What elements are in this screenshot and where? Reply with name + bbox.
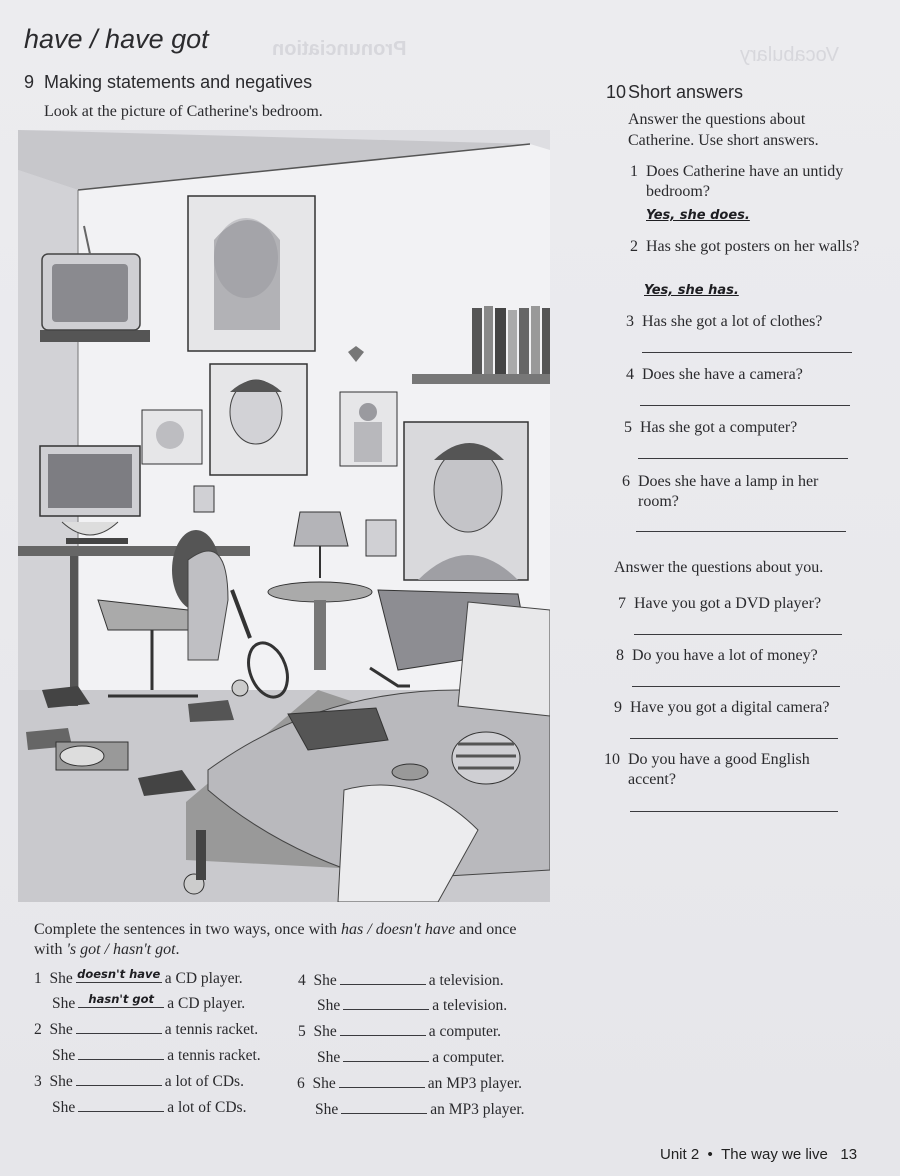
poster-woman [188, 196, 315, 351]
question-text: Have you got a digital camera? [630, 699, 830, 716]
show-through-text: Pronunciation [272, 38, 407, 60]
question-number: 3 [626, 313, 634, 330]
exercise-9-instruction: Look at the picture of Catherine's bedroom. [44, 103, 323, 120]
sentence-1a [34, 968, 243, 988]
sentence-end: a tennis racket. [164, 1021, 259, 1038]
question-number: 6 [622, 473, 630, 490]
question-text: Has she got a computer? [640, 419, 798, 436]
tennis-ball [232, 680, 248, 696]
blank-field[interactable] [76, 968, 162, 983]
subject: She [313, 1023, 337, 1040]
answer-2[interactable]: Yes, she has. [644, 283, 739, 298]
question-10 [598, 750, 858, 794]
page-number: 13 [840, 1146, 858, 1163]
subject: She [312, 1075, 336, 1092]
blank-field[interactable] [343, 995, 429, 1010]
sentence-6a [297, 1073, 522, 1093]
poster-face [210, 364, 307, 475]
exercise-10-instruction: Answer the questions about Catherine. Use short answers. [628, 111, 819, 149]
blank-field[interactable] [76, 1071, 162, 1086]
bedroom-illustration [18, 130, 550, 902]
blank-field[interactable] [78, 1097, 164, 1112]
exercise-9-title: Making statements and negatives [44, 72, 313, 92]
answer-7-line[interactable] [634, 634, 842, 635]
sentence-1b [52, 993, 245, 1013]
question-number: 4 [626, 366, 634, 383]
question-number: 1 [630, 163, 638, 180]
blank-field[interactable] [343, 1047, 429, 1062]
exercise-10-number: 10 [606, 82, 627, 102]
answer-8-line[interactable] [632, 686, 840, 687]
item-number: 5 [298, 1023, 306, 1040]
subject: She [49, 1021, 73, 1038]
answer-10-line[interactable] [630, 811, 838, 812]
answer-5-line[interactable] [638, 458, 848, 459]
question-text: Do you have a good English accent? [628, 751, 810, 788]
question-3 [612, 312, 872, 336]
poster-large [404, 422, 528, 580]
exercise-9-number: 9 [24, 72, 35, 92]
question-number: 8 [616, 647, 624, 664]
page-title: have / have got [24, 24, 209, 54]
subject: She [313, 972, 337, 989]
answer-1[interactable]: Yes, she does. [646, 208, 750, 223]
sentence-3b [52, 1097, 246, 1117]
answer-6-line[interactable] [636, 531, 846, 532]
sentence-end: a television. [432, 997, 508, 1014]
question-text: Does she have a lamp in her room? [638, 473, 819, 510]
question-text: Have you got a DVD player? [634, 595, 822, 612]
instruction-emphasis: 's got / hasn't got [66, 941, 176, 958]
photo [194, 486, 214, 512]
sentence-6b [315, 1099, 525, 1119]
subject: She [315, 1101, 339, 1118]
blank-field[interactable] [78, 1045, 164, 1060]
cd-icon [56, 742, 128, 770]
instruction-text: . [175, 941, 180, 958]
sentence-2a [34, 1019, 258, 1039]
answer-4-line[interactable] [640, 405, 850, 406]
unit-label: Unit 2 [660, 1146, 700, 1163]
sentence-5a [298, 1021, 501, 1041]
instruction-text: Complete the sentences in two ways, once with [34, 921, 342, 938]
question-2 [616, 237, 876, 281]
subject: She [52, 1099, 76, 1116]
page-footer [660, 1146, 857, 1163]
sentence-end: a CD player. [167, 995, 246, 1012]
sentence-end: a computer. [428, 1023, 502, 1040]
separator: • [707, 1146, 713, 1163]
instruction-text: and once with [34, 921, 517, 958]
subject: She [49, 970, 73, 987]
photo [366, 520, 396, 556]
instruction-emphasis: has / doesn't have [341, 921, 456, 938]
sentence-end: an MP3 player. [427, 1075, 523, 1092]
item-number: 3 [34, 1073, 42, 1090]
blank-field[interactable] [76, 1019, 162, 1034]
item-number: 2 [34, 1021, 42, 1038]
subject: She [49, 1073, 73, 1090]
poster-man [340, 392, 397, 466]
complete-instruction [34, 920, 534, 960]
item-number: 1 [34, 970, 42, 987]
question-number: 10 [604, 751, 620, 768]
question-text: Do you have a lot of money? [632, 647, 818, 664]
exercise-10-instruction-2: Answer the questions about you. [614, 559, 824, 576]
question-4 [612, 365, 872, 389]
exercise-10-title: Short answers [628, 82, 744, 102]
question-6 [608, 472, 868, 516]
item-number: 6 [297, 1075, 305, 1092]
answer-9-line[interactable] [630, 738, 838, 739]
blank-field[interactable] [339, 1073, 425, 1088]
sentence-2b [52, 1045, 261, 1065]
question-text: Does she have a camera? [642, 366, 803, 383]
question-7 [604, 594, 864, 618]
question-number: 5 [624, 419, 632, 436]
subject: She [317, 1049, 341, 1066]
sentence-end: a tennis racket. [167, 1047, 261, 1064]
sentence-end: an MP3 player. [430, 1101, 525, 1118]
sentence-end: a CD player. [164, 970, 243, 987]
sentence-end: a computer. [432, 1049, 505, 1066]
question-1 [616, 162, 876, 206]
question-8 [602, 646, 862, 670]
question-text: Has she got posters on her walls? [646, 238, 860, 255]
show-through-text: Vocabulary [740, 44, 839, 66]
question-number: 7 [618, 595, 626, 612]
question-number: 2 [630, 238, 638, 255]
sentence-end: a lot of CDs. [167, 1099, 247, 1116]
blank-field[interactable] [340, 970, 426, 985]
handwritten-answer: doesn't have [77, 967, 161, 981]
subject: She [52, 995, 76, 1012]
section-label: The way we live [721, 1146, 828, 1163]
blank-field[interactable] [341, 1099, 427, 1114]
sentence-end: a television. [428, 972, 504, 989]
subject: She [52, 1047, 76, 1064]
question-5 [610, 418, 870, 442]
sentence-4a [298, 970, 504, 990]
sentence-3a [34, 1071, 244, 1091]
blank-field[interactable] [340, 1021, 426, 1036]
question-text: Does Catherine have an untidy bedroom? [646, 163, 844, 200]
question-number: 9 [614, 699, 622, 716]
item-number: 4 [298, 972, 306, 989]
subject: She [317, 997, 341, 1014]
handwritten-answer: hasn't got [88, 992, 155, 1006]
question-9 [600, 698, 860, 722]
sentence-4b [317, 995, 507, 1015]
sentence-5b [317, 1047, 505, 1067]
sentence-end: a lot of CDs. [164, 1073, 244, 1090]
question-text: Has she got a lot of clothes? [642, 313, 823, 330]
blank-field[interactable] [78, 993, 164, 1008]
poster-small [142, 410, 202, 464]
answer-3-line[interactable] [642, 352, 852, 353]
